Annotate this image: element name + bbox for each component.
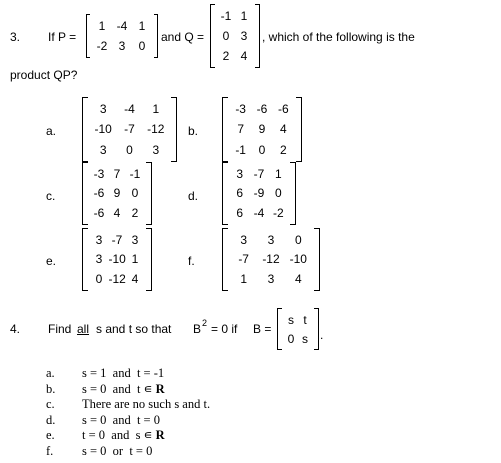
matrix-cell: -12 [147,122,165,137]
q4-option-a-text: s = 1 and t = -1 [82,366,165,380]
option-a-label: a. [46,124,57,138]
right-bracket [154,14,158,58]
matrix-cell: -6 [93,206,105,221]
option-f-matrix [222,228,320,291]
matrix-cell: 3 [95,252,103,267]
matrix-cell: 2 [222,49,230,63]
question-3-and-q: and Q = [161,30,205,44]
matrix-cell: 3 [236,166,243,181]
option-d-label: d. [188,189,199,203]
matrix-row [217,29,253,43]
matrix-row [230,122,294,136]
q4-option-e-label: e. [46,428,55,442]
matrix-cell: 9 [113,186,121,201]
right-bracket [146,162,152,225]
matrix-cell: -3 [235,102,246,117]
matrix-row [284,313,312,327]
matrix-cell: -4 [116,19,128,33]
matrix-cell: s [302,331,308,346]
matrix-cell: 0 [258,142,266,157]
matrix-cell: 7 [113,166,121,181]
option-b-label: b. [188,124,199,138]
option-e-label: e. [46,254,57,268]
matrix-cell: -12 [108,272,126,287]
matrix-cell: 3 [240,232,247,247]
matrix-cell: 1 [274,166,282,181]
matrix-cell: -7 [111,232,123,247]
matrix-cell: 0 [294,232,302,247]
matrix-cell: 1 [131,252,139,267]
matrix-cell: 4 [240,49,248,63]
option-d-matrix [222,162,296,225]
matrix-cell: 4 [131,272,139,287]
matrix-row [230,233,312,247]
option-b-matrix [222,97,302,162]
question-3-tail: , which of the following is the [262,30,415,44]
matrix-row [92,19,152,33]
matrix-cell: 3 [267,232,275,247]
right-bracket [171,97,177,162]
matrix-row [230,102,294,116]
matrix-row [90,102,169,116]
matrix-cell: -3 [93,166,105,181]
matrix-cell: 0 [287,331,295,346]
matrix-cell: 1 [98,19,106,33]
q4-option-d-text: s = 0 and t = 0 [82,412,160,427]
matrix-cell: t [303,312,307,327]
matrix-cell: 0 [222,29,230,43]
question-4-period: . [320,328,324,342]
matrix-cell: s [288,312,294,327]
matrix-cell: 1 [152,102,160,117]
matrix-cell: 3 [152,142,160,157]
matrix-q [210,4,260,68]
matrix-cell: 3 [118,39,126,53]
matrix-cell: -1 [129,166,141,181]
matrix-row [90,272,144,286]
matrix-cell: 3 [131,232,139,247]
matrix-cell: 3 [95,232,103,247]
matrix-row [230,272,312,286]
matrix-row [230,143,294,157]
matrix-cell: 3 [99,102,107,117]
matrix-cell: 9 [258,122,266,137]
matrix-cell: -10 [108,252,126,267]
matrix-cell: -2 [96,39,108,53]
matrix-cell: -10 [94,122,112,137]
matrix-row [90,167,144,181]
matrix-cell: -4 [124,102,135,117]
question-3-number: 3. [10,30,21,44]
matrix-cell: 2 [131,206,139,221]
matrix-cell: 3 [240,29,248,43]
right-bracket [296,97,302,162]
option-f-label: f. [188,254,195,268]
matrix-row [90,252,144,266]
matrix-p [86,14,158,58]
question-4-b: B [193,322,202,336]
matrix-row [90,233,144,247]
matrix-row [217,9,253,23]
matrix-cell: 0 [131,186,139,201]
matrix-row [230,206,288,220]
matrix-cell: -6 [277,102,289,117]
option-c-matrix [82,162,152,225]
matrix-cell: 0 [95,272,103,287]
matrix-cell: -1 [235,142,246,157]
right-bracket [146,228,152,291]
question-4-find: Find [48,322,72,336]
question-4-text: s and t so that [96,322,172,336]
question-4-number: 4. [10,322,21,336]
matrix-cell: 1 [240,272,247,287]
q4-option-e-text: t = 0 and s ∊ R [82,428,165,442]
matrix-cell: 2 [279,142,287,157]
right-bracket [314,308,319,350]
question-4-b-eq: B = [253,322,272,336]
matrix-cell: 6 [236,186,243,201]
matrix-row [90,143,169,157]
matrix-row [230,252,312,266]
matrix-cell: -2 [272,206,284,221]
matrix-row [90,186,144,200]
matrix-row [284,332,312,346]
matrix-cell: 4 [294,272,302,287]
matrix-row [230,186,288,200]
matrix-cell: 3 [267,272,275,287]
matrix-row [90,122,169,136]
matrix-cell: 4 [279,122,287,137]
matrix-cell: 0 [138,39,146,53]
option-e-matrix [82,228,152,291]
question-4-eq0: = 0 if [211,322,238,336]
matrix-cell: -10 [289,252,307,267]
matrix-row [230,167,288,181]
matrix-cell: 7 [237,122,244,137]
q4-option-a-label: a. [46,366,55,380]
question-3-intro: If P = [48,30,77,44]
matrix-row [217,49,253,63]
question-4-all: all [77,322,90,336]
question-3-line2: product QP? [10,68,78,82]
matrix-cell: 3 [99,142,107,157]
q4-option-b-text: s = 0 and t ∊ R [82,381,165,396]
matrix-cell: -7 [238,252,249,267]
q4-option-f-label: f. [46,443,54,458]
matrix-cell: -1 [220,9,232,23]
matrix-cell: -12 [262,252,280,267]
matrix-cell: 4 [113,206,121,221]
option-a-matrix [82,97,177,162]
question-4-exponent: 2 [202,318,208,328]
matrix-b [277,308,319,350]
matrix-cell: -7 [124,122,135,137]
matrix-cell: 0 [274,186,282,201]
right-bracket [255,4,260,68]
q4-option-f-text: s = 0 or t = 0 [82,443,153,458]
matrix-cell: 0 [126,142,133,157]
matrix-row [90,206,144,220]
q4-option-c-text: There are no such s and t. [82,397,211,411]
matrix-row [92,39,152,53]
matrix-cell: -6 [256,102,268,117]
right-bracket [290,162,296,225]
matrix-cell: 6 [236,206,243,221]
q4-option-c-label: c. [46,397,55,411]
matrix-cell: -7 [253,166,265,181]
option-c-label: c. [46,189,56,203]
q4-option-b-label: b. [46,381,56,396]
matrix-cell: 1 [240,9,248,23]
matrix-cell: -9 [253,186,265,201]
matrix-cell: 1 [138,19,146,33]
q4-option-d-label: d. [46,412,56,427]
matrix-cell: -6 [93,186,105,201]
right-bracket [314,228,320,291]
matrix-cell: -4 [253,206,265,221]
